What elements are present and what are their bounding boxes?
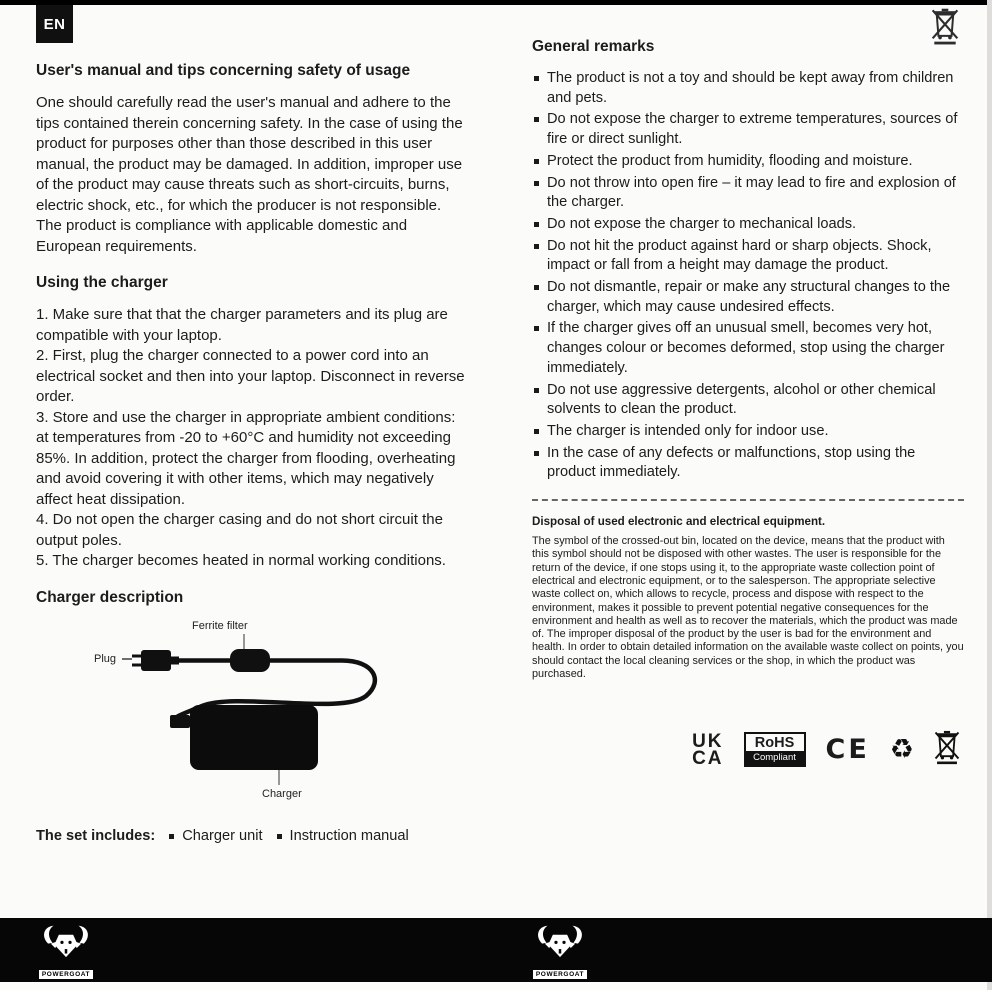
remark-item: Protect the product from humidity, flooding and moisture. (532, 152, 964, 172)
disposal-heading: Disposal of used electronic and electrical equipment. (532, 515, 826, 529)
charger-description-heading: Charger description (36, 588, 184, 606)
goat-head-icon (532, 924, 588, 958)
step-item: 4. Do not open the charger casing and do not short circuit the output poles. (36, 511, 443, 549)
set-includes-item: Instruction manual (277, 828, 409, 844)
set-includes-item: Charger unit (169, 828, 262, 844)
ferrite-filter-label: Ferrite filter (192, 619, 248, 632)
ukca-mark (692, 730, 724, 769)
compliance-logos (532, 729, 964, 770)
step-item: 2. First, plug the charger connected to a power cord into an electrical socket and then into your laptop. Disconnect in reverse order. (36, 347, 465, 405)
left-column (36, 62, 468, 844)
set-includes-line (36, 828, 468, 844)
rohs-label: RoHS (754, 735, 795, 752)
remark-item: Do not expose the charger to extreme temperatures, sources of fire or direct sunlight. (532, 110, 964, 149)
remark-item: Do not dismantle, repair or make any structural changes to the charger, which may cause undesired effects. (532, 278, 964, 317)
general-remarks-heading: General remarks (532, 38, 655, 55)
remark-item: Do not use aggressive detergents, alcohol or other chemical solvents to clean the product. (532, 381, 964, 420)
plug-label: Plug (94, 652, 117, 665)
rohs-mark (744, 732, 806, 767)
top-edge-strip (0, 0, 992, 5)
remark-item: The product is not a toy and should be kept away from children and pets. (532, 69, 964, 108)
using-charger-heading: Using the charger (36, 274, 168, 291)
step-item: 3. Store and use the charger in appropriate ambient conditions: at temperatures from -20 to +60°C and humidity not exceeding 85%. In addition, protect the charger from flooding, overheating and avoid covering it with other items, which may negatively affect heat dissipation. (36, 408, 456, 508)
step-item: 5. The charger becomes heated in normal working conditions. (36, 552, 446, 569)
step-item: 1. Make sure that that the charger parameters and its plug are compatible with your laptop. (36, 306, 448, 344)
usage-heading: User's manual and tips concerning safety of usage (36, 62, 411, 79)
charger-diagram (94, 620, 434, 812)
powergoat-logo (36, 924, 96, 981)
goat-head-icon (38, 924, 94, 958)
recycling-icon: ♻ (889, 734, 914, 766)
charger-diagram-drawing (94, 620, 434, 812)
ce-mark: CE (825, 734, 870, 766)
set-includes-label: The set includes: (36, 827, 156, 844)
remark-item: In the case of any defects or malfunctions, stop using the product immediately. (532, 444, 964, 483)
general-remarks-list (532, 69, 964, 483)
rohs-compliant-label: Compliant (746, 751, 804, 765)
disposal-body: The symbol of the crossed-out bin, located on the device, means that the product with this symbol should not be disposed with other wastes. The user is responsible for the return of the device, if one stops using it, to the appropriate waste collection point of electrical and electronic equipment, or to the salesperson. The appropriate selective waste collect on, which allows to recycle, process and dispose with respect to the environment, makes it possible to prevent potential negative consequences for the environment and health as well as to recover the materials, which the product was made of. The improper disposal of the product by the user is bad for the environment and health. In order to obtain detailed information on the available waste collect on points, you should contact the local cleaning services or the shop, in which the product was purchased. (532, 535, 964, 681)
right-column (532, 38, 964, 770)
language-badge: EN (36, 5, 73, 43)
using-charger-steps (36, 305, 468, 572)
weee-bin-icon (934, 729, 960, 770)
powergoat-logo (530, 924, 590, 981)
remark-item: Do not hit the product against hard or sharp objects. Shock, impact or fall from a height may damage the product. (532, 237, 964, 276)
remark-item: Do not expose the charger to mechanical loads. (532, 215, 964, 235)
powergoat-wordmark: POWERGOAT (533, 970, 587, 979)
dashed-separator (532, 499, 964, 501)
remark-item: Do not throw into open fire – it may lead to fire and explosion of the charger. (532, 174, 964, 213)
footer-band (0, 918, 992, 982)
powergoat-wordmark: POWERGOAT (39, 970, 93, 979)
ukca-line2: CA (692, 747, 724, 769)
ukca-line1: UK (692, 730, 724, 752)
remark-item: If the charger gives off an unusual smell, becomes very hot, changes colour or becomes deformed, stop using the charger immediately. (532, 319, 964, 378)
remark-item: The charger is intended only for indoor use. (532, 422, 964, 442)
charger-label: Charger (262, 787, 302, 800)
scan-edge-shadow (987, 0, 992, 990)
usage-body: One should carefully read the user's manual and adhere to the tips contained therein concerning safety. In the case of using the product for purposes other than those described in this user manual, the product may be damaged. In addition, improper use of the product may cause threats such as short-circuits, burns, electric shock, etc., for which the producer is not responsible. The product is compliance with applicable domestic and European requirements. (36, 94, 463, 255)
